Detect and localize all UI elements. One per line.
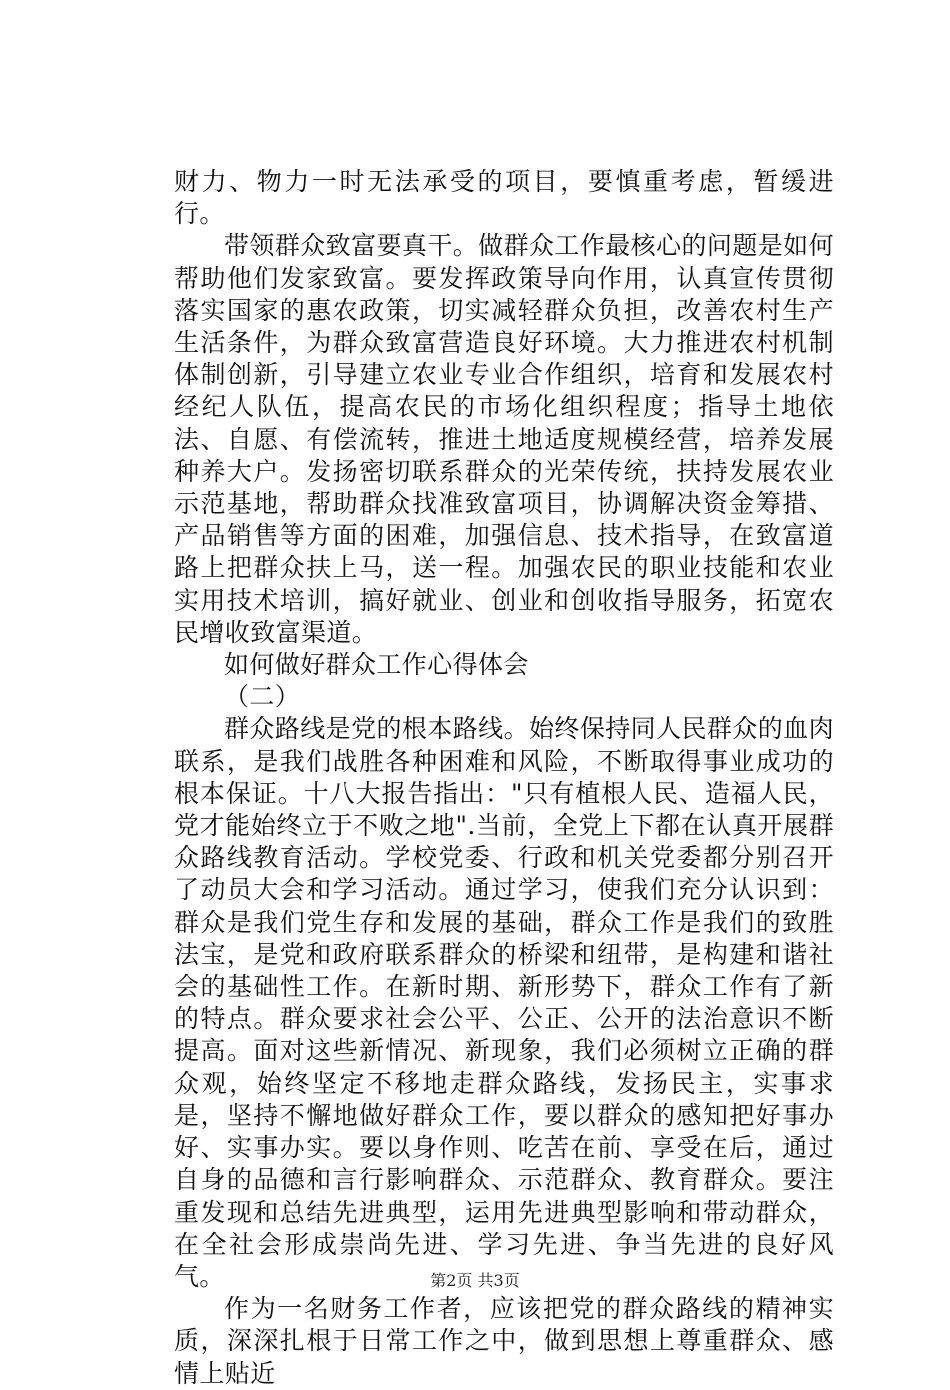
- section-title: 如何做好群众工作心得体会: [224, 650, 529, 680]
- paragraph-finance-worker: 作为一名财务工作者，应该把党的群众路线的精神实质，深深扎根于日常工作之中，做到思想上尊重群众、感情上贴近: [174, 1294, 834, 1388]
- section-number: （二）: [224, 682, 301, 712]
- page-number-footer: 第2页 共3页: [430, 1271, 520, 1290]
- document-body: [174, 166, 834, 1390]
- paragraph-mass-line: 群众路线是党的根本路线。始终保持同人民群众的血肉联系，是我们战胜各种困难和风险，不断取得事业成功的根本保证。十八大报告指出："只有植根人民、造福人民，党才能始终立于不败之地".当前，全党上下都在认真开展群众路线教育活动。学校党委、行政和机关党委都分别召开了动员大会和学习活动。通过学习，使我们充分认识到：群众是我们党生存和发展的基础，群众工作是我们的致胜法宝，是党和政府联系群众的桥梁和纽带，是构建和谐社会的基础性工作。在新时期、新形势下，群众工作有了新的特点。群众要求社会公平、公正、公开的法治意识不断提高。面对这些新情况、新现象，我们必须树立正确的群众观，始终坚定不移地走群众路线，发扬民主，实事求是，坚持不懈地做好群众工作，要以群众的感知把好事办好、实事办实。要以身作则、吃苦在前、享受在后，通过自身的品德和言行影响群众、示范群众、教育群众。要注重发现和总结先进典型，运用先进典型影响和带动群众，在全社会形成崇尚先进、学习先进、争当先进的良好风气。: [174, 714, 834, 1291]
- paragraph-continuation: 财力、物力一时无法承受的项目，要慎重考虑，暂缓进行。: [174, 167, 834, 229]
- paragraph-lead-farmers-to-wealth: 带领群众致富要真干。做群众工作最核心的问题是如何帮助他们发家致富。要发挥政策导向作用，认真宣传贯彻落实国家的惠农政策，切实减轻群众负担，改善农村生产生活条件，为群众致富营造良好环境。大力推进农村机制体制创新，引导建立农业专业合作组织，培育和发展农村经纪人队伍，提高农民的市场化组织程度；指导土地依法、自愿、有偿流转，推进土地适度规模经营，培养发展种养大户。发扬密切联系群众的光荣传统，扶持发展农业示范基地，帮助群众找准致富项目，协调解决资金筹措、产品销售等方面的困难，加强信息、技术指导，在致富道路上把群众扶上马，送一程。加强农民的职业技能和农业实用技术培训，搞好就业、创业和创收指导服务，拓宽农民增收致富渠道。: [174, 231, 834, 647]
